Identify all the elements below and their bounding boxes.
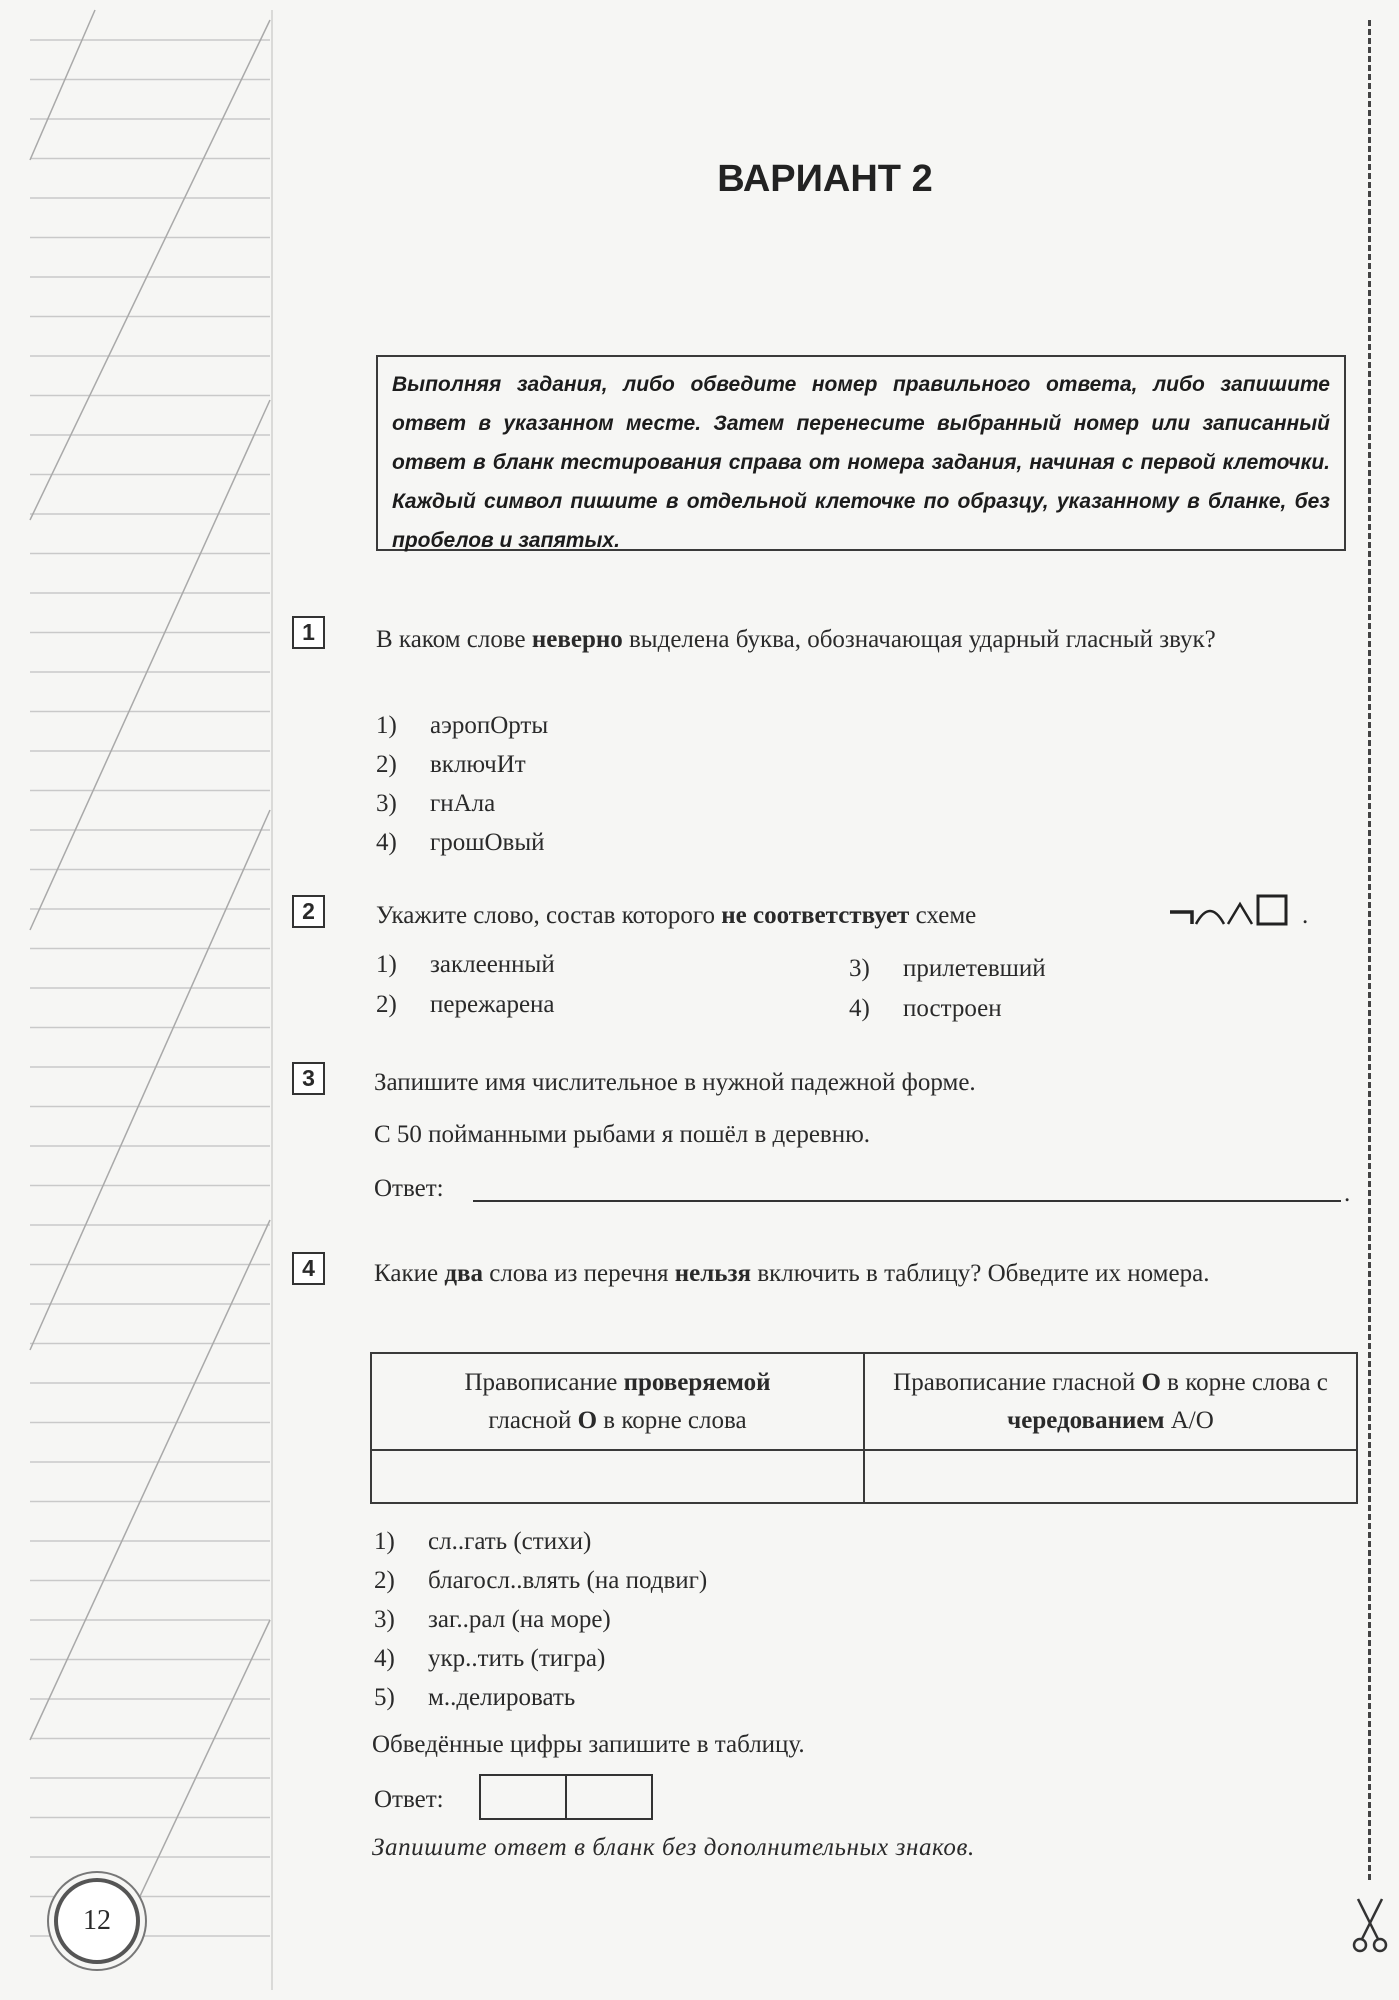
task-3-question: Запишите имя числительное в нужной падежной форме. [374,1069,976,1096]
task-2-option-2[interactable]: 2) пережарена [376,991,555,1018]
task-4-option-5[interactable]: 5) м..делировать [374,1684,576,1711]
task-4-question: Какие два слова из перечня нельзя включить в таблицу? Обведите их номера. [374,1260,1210,1287]
task-2-option-3[interactable]: 3) прилетевший [849,955,1046,982]
task-4-table [370,1352,1358,1504]
answer-cell[interactable] [481,1776,567,1818]
task-4-option-3[interactable]: 3) заг..рал (на море) [374,1606,611,1633]
morpheme-scheme-icon [1166,890,1302,934]
task-3-answer-label: Ответ: [374,1175,444,1202]
task-4-number: 4 [292,1252,325,1285]
task-2-option-4[interactable]: 4) построен [849,995,1002,1022]
instructions-box: Выполняя задания, либо обведите номер правильного ответа, либо запишите ответ в указанном месте. Затем перенесите выбранный номер или записанный ответ в бланк тестирования справа от номера задания, начиная с первой клеточки. Каждый символ пишите в отдельной клеточке по образцу, указанному в бланке, без пробелов и запятых. [376,355,1346,551]
task-4-option-4[interactable]: 4) укр..тить (тигра) [374,1645,606,1672]
table-cell-alternating-vowel[interactable] [864,1450,1357,1503]
task-3-answer-end: . [1344,1180,1351,1207]
margin-lines [0,0,280,2000]
task-4-circled-note: Обведённые цифры запишите в таблицу. [372,1731,805,1758]
task-3-sentence: С 50 пойманными рыбами я пошёл в деревню. [374,1121,871,1148]
task-3-number: 3 [292,1062,325,1095]
table-header-checked-vowel: Правописание проверяемой гласной О в корне слова [371,1353,864,1450]
table-cell-checked-vowel[interactable] [371,1450,864,1503]
task-1-option-3[interactable]: 3) гнАла [376,790,496,817]
task-3-answer-line[interactable] [473,1200,1341,1202]
scissors-icon [1348,1895,1392,1955]
task-4-answer-box [479,1774,653,1820]
task-1-number: 1 [292,616,325,649]
task-1-question: В каком слове неверно выделена буква, обозначающая ударный гласный звук? [376,626,1216,653]
task-2-option-1[interactable]: 1) заклеенный [376,951,555,978]
task-1-option-1[interactable]: 1) аэропОрты [376,712,549,739]
task-2-question-end: . [1302,902,1309,929]
page-title: ВАРИАНТ 2 [717,158,933,200]
task-4-footer-note: Запишите ответ в бланк без дополнительных знаков. [372,1834,975,1861]
task-4-option-1[interactable]: 1) сл..гать (стихи) [374,1528,592,1555]
task-2-question: Укажите слово, состав которого не соответствует схеме [376,902,977,929]
task-2-number: 2 [292,895,325,928]
task-1-option-2[interactable]: 2) включИт [376,751,526,778]
task-4-option-2[interactable]: 2) благосл..влять (на подвиг) [374,1567,708,1594]
cut-line [1368,20,1371,1880]
task-1-option-4[interactable]: 4) грошОвый [376,829,545,856]
page-number: 12 [54,1878,140,1964]
task-4-answer-label: Ответ: [374,1786,444,1813]
answer-cell[interactable] [567,1776,651,1818]
table-header-alternating-vowel: Правописание гласной О в корне слова с чередованием А/О [864,1353,1357,1450]
